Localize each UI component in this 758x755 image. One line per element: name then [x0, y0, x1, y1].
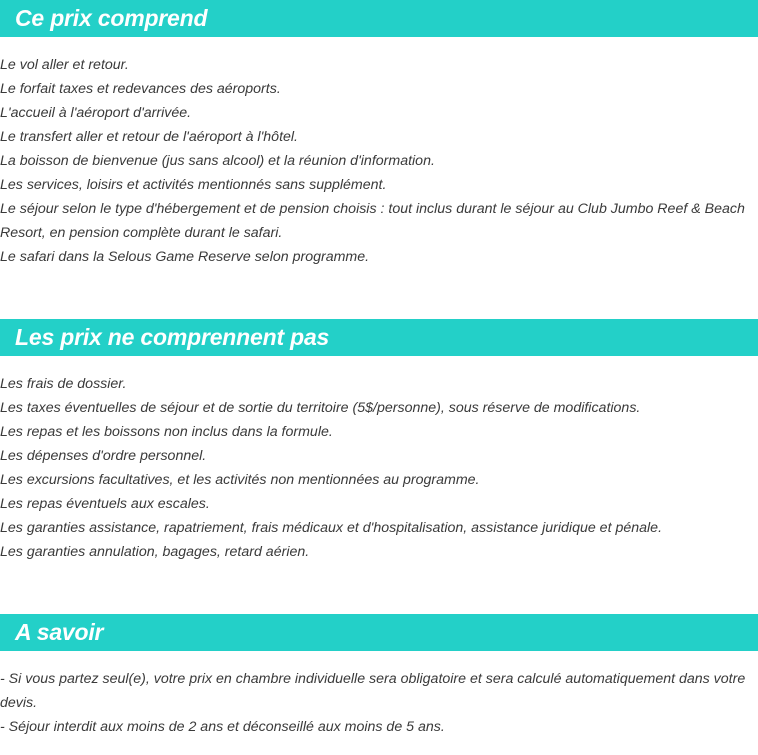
section-header	[0, 319, 758, 356]
list-item: Le séjour selon le type d'hébergement et de pension choisis : tout inclus durant le séjour au Club Jumbo Reef & Beach Resort, en pension complète durant le safari.	[0, 201, 745, 241]
section-header	[0, 0, 758, 37]
list-item: L'accueil à l'aéroport d'arrivée.	[0, 105, 192, 121]
section-not-included	[0, 319, 758, 564]
list-item: Les garanties assistance, rapatriement, frais médicaux et d'hospitalisation, assistance juridique et pénale.	[0, 520, 663, 536]
list-item: - Séjour interdit aux moins de 2 ans et déconseillé aux moins de 5 ans.	[0, 719, 445, 735]
list-item: Les services, loisirs et activités mentionnés sans supplément.	[0, 177, 387, 193]
list-item: La boisson de bienvenue (jus sans alcool) et la réunion d'information.	[0, 153, 435, 169]
list-item: Les frais de dossier.	[0, 376, 127, 392]
list-item: Les repas éventuels aux escales.	[0, 496, 210, 512]
list-item: Le safari dans la Selous Game Reserve selon programme.	[0, 249, 370, 265]
list-item: Les dépenses d'ordre personnel.	[0, 448, 207, 464]
list-item: Les repas et les boissons non inclus dans la formule.	[0, 424, 333, 440]
list-item: Les taxes éventuelles de séjour et de sortie du territoire (5$/personne), sous réserve de modifications.	[0, 400, 641, 416]
section-good-to-know	[0, 614, 758, 739]
list-item: - Si vous partez seul(e), votre prix en chambre individuelle sera obligatoire et sera calculé automatiquement dans votre devis.	[0, 671, 746, 711]
section-header	[0, 614, 758, 651]
list-item: Le transfert aller et retour de l'aéroport à l'hôtel.	[0, 129, 298, 145]
section-title: A savoir	[15, 619, 104, 645]
list-item: Les garanties annulation, bagages, retard aérien.	[0, 544, 310, 560]
section-body	[0, 37, 758, 269]
section-body	[0, 651, 758, 739]
section-title: Les prix ne comprennent pas	[15, 324, 330, 350]
list-item: Les excursions facultatives, et les activités non mentionnées au programme.	[0, 472, 480, 488]
section-body	[0, 356, 758, 564]
section-included	[0, 0, 758, 269]
list-item: Le vol aller et retour.	[0, 57, 129, 73]
section-title: Ce prix comprend	[15, 5, 208, 31]
list-item: Le forfait taxes et redevances des aéroports.	[0, 81, 281, 97]
